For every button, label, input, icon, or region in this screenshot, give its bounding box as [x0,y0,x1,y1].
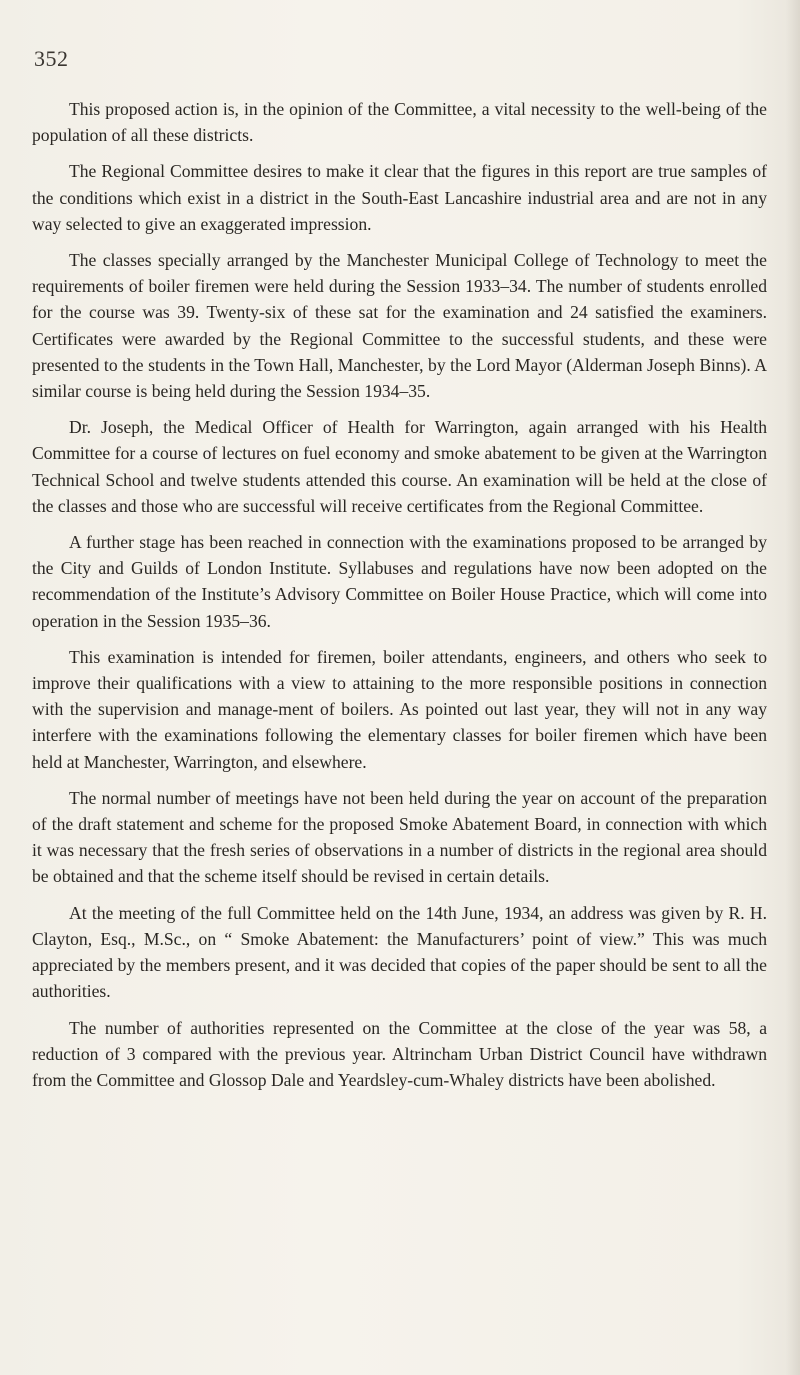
paragraph: The Regional Committee desires to make it clear that the figures in this report are true samples of the conditions which exist in a district in the South-East Lancashire industrial area and are not in any way selected to give an exaggerated impression. [32,161,767,234]
page-edge-shadow [786,0,800,1375]
body-text [32,96,767,1103]
page-number: 352 [34,46,69,71]
paragraph: At the meeting of the full Committee held on the 14th June, 1934, an address was given by R. H. Clayton, Esq., M.Sc., on “ Smoke Abatement: the Manufacturers’ point of view.” This was much appreciated by the members present, and it was decided that copies of the paper should be sent to all the authorities. [32,902,767,1002]
paragraph: The normal number of meetings have not been held during the year on account of the preparation of the draft statement and scheme for the proposed Smoke Abatement Board, in connection with which it was necessary that the fresh series of observations in a number of districts in the regional area should be obtained and that the scheme itself should be revised in certain details. [32,787,767,887]
paragraph: This proposed action is, in the opinion of the Committee, a vital necessity to the well-being of the population of all these districts. [32,99,767,146]
paragraph: Dr. Joseph, the Medical Officer of Health for Warrington, again arranged with his Health Committee for a course of lectures on fuel economy and smoke abatement to be given at the Warrington Technical School and twelve students attended this course. An examination will be held at the close of the classes and those who are successful will receive certificates from the Regional Committee. [32,417,767,516]
paragraph: The classes specially arranged by the Manchester Municipal College of Technology to meet the requirements of boiler firemen were held during the Session 1933–34. The number of students enrolled for the course was 39. Twenty-six of these sat for the examination and 24 satisfied the examiners. Certificates were awarded by the Regional Committee to the successful students, and these were presented to the students in the Town Hall, Manchester, by the Lord Mayor (Alderman Joseph Binns). A similar course is being held during the Session 1934–35. [32,250,767,402]
paragraph: This examination is intended for firemen, boiler attendants, engineers, and others who seek to improve their qualifications with a view to attaining to the more responsible positions in connection with the supervision and manage-ment of boilers. As pointed out last year, they will not in any way interfere with the examinations following the elementary classes for boiler firemen which have been held at Manchester, Warrington, and elsewhere. [32,646,767,772]
paragraph: A further stage has been reached in connection with the examinations proposed to be arranged by the City and Guilds of London Institute. Syllabuses and regulations have now been adopted on the recommendation of the Institute’s Advisory Committee on Boiler House Practice, which will come into operation in the Session 1935–36. [32,532,767,631]
paragraph: The number of authorities represented on the Committee at the close of the year was 58, a reduction of 3 compared with the previous year. Altrincham Urban District Council have withdrawn from the Committee and Glossop Dale and Yeardsley-cum-Whaley districts have been abolished. [32,1017,767,1090]
